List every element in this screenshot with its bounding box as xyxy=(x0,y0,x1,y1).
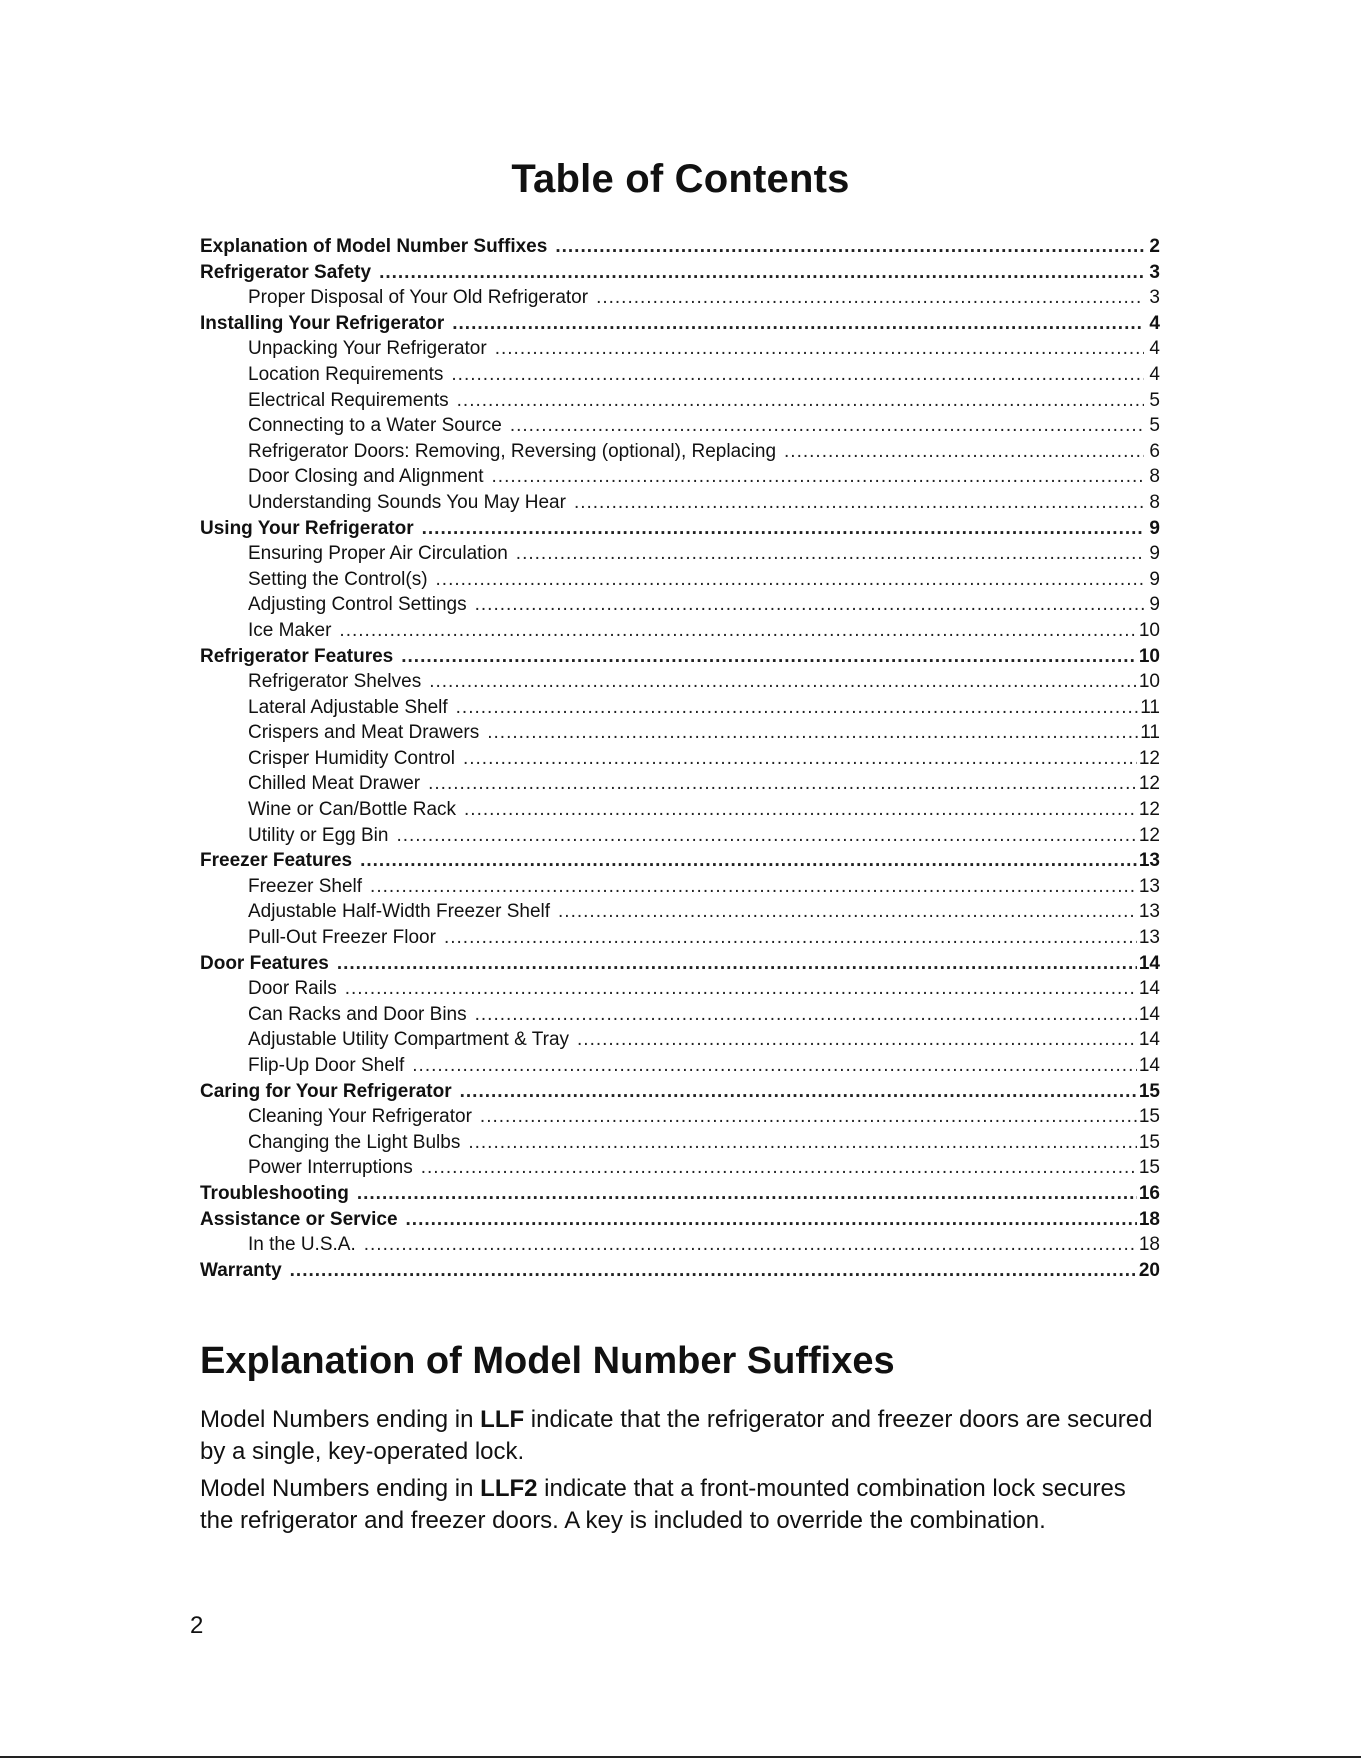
toc-dot-leader xyxy=(480,1104,1137,1130)
toc-entry-label: Ensuring Proper Air Circulation xyxy=(248,543,508,565)
toc-page-number: 13 xyxy=(1138,927,1160,949)
toc-dot-leader xyxy=(370,874,1137,900)
paragraph-text: Model Numbers ending in xyxy=(200,1406,481,1433)
toc-entry-label: Warranty xyxy=(200,1259,282,1281)
toc-page-number: 12 xyxy=(1138,824,1160,846)
toc-page-number: 5 xyxy=(1149,415,1160,437)
table-of-contents xyxy=(200,234,1160,1283)
toc-page-number: 15 xyxy=(1138,1080,1160,1102)
toc-subsection-entry xyxy=(200,669,1160,695)
toc-entry-label: Lateral Adjustable Shelf xyxy=(248,696,448,718)
toc-section-entry xyxy=(200,848,1160,874)
toc-entry-label: Freezer Features xyxy=(200,850,353,872)
toc-page-number: 9 xyxy=(1149,568,1160,590)
toc-entry-label: Wine or Can/Bottle Rack xyxy=(248,799,457,821)
toc-dot-leader xyxy=(468,1130,1137,1156)
toc-dot-leader xyxy=(444,925,1137,951)
toc-dot-leader xyxy=(574,490,1144,516)
toc-dot-leader xyxy=(379,260,1144,286)
toc-section-entry xyxy=(200,234,1160,260)
toc-subsection-entry xyxy=(200,771,1160,797)
toc-dot-leader xyxy=(456,695,1139,721)
paragraph-text: indicate that a front-mounted combination lock secures the refrigerator and freezer doors. A key is included to override the combination. xyxy=(200,1475,1126,1534)
toc-subsection-entry xyxy=(200,618,1160,644)
toc-dot-leader xyxy=(290,1258,1137,1284)
toc-dot-leader xyxy=(429,669,1137,695)
toc-dot-leader xyxy=(337,951,1137,977)
toc-page-number: 12 xyxy=(1138,799,1160,821)
toc-entry-label: Adjustable Utility Compartment & Tray xyxy=(248,1029,570,1051)
toc-page-number: 6 xyxy=(1149,440,1160,462)
toc-page-number: 4 xyxy=(1149,363,1160,385)
toc-dot-leader xyxy=(495,336,1144,362)
toc-subsection-entry xyxy=(200,1104,1160,1130)
toc-entry-label: Refrigerator Features xyxy=(200,645,394,667)
toc-subsection-entry xyxy=(200,797,1160,823)
toc-dot-leader xyxy=(492,464,1144,490)
toc-dot-leader xyxy=(596,285,1144,311)
toc-dot-leader xyxy=(516,541,1144,567)
toc-page-number: 15 xyxy=(1138,1131,1160,1153)
toc-dot-leader xyxy=(364,1232,1137,1258)
toc-entry-label: Location Requirements xyxy=(248,363,444,385)
toc-page-number: 4 xyxy=(1149,312,1160,334)
toc-entry-label: Proper Disposal of Your Old Refrigerator xyxy=(248,287,589,309)
toc-dot-leader xyxy=(451,362,1144,388)
toc-subsection-entry xyxy=(200,1002,1160,1028)
toc-subsection-entry xyxy=(200,925,1160,951)
toc-page-number: 15 xyxy=(1138,1157,1160,1179)
toc-page-number: 12 xyxy=(1138,747,1160,769)
toc-page-number: 14 xyxy=(1138,1055,1160,1076)
toc-page-number: 18 xyxy=(1138,1234,1160,1256)
toc-subsection-entry xyxy=(200,823,1160,849)
toc-entry-label: Caring for Your Refrigerator xyxy=(200,1080,452,1102)
toc-subsection-entry xyxy=(200,413,1160,439)
toc-entry-label: Understanding Sounds You May Hear xyxy=(248,491,566,513)
toc-page-number: 14 xyxy=(1138,952,1160,974)
toc-dot-leader xyxy=(452,311,1144,337)
toc-dot-leader xyxy=(457,388,1144,414)
toc-page-number: 14 xyxy=(1138,1029,1160,1051)
toc-dot-leader xyxy=(460,1079,1137,1105)
toc-dot-leader xyxy=(558,899,1137,925)
toc-entry-label: Installing Your Refrigerator xyxy=(200,312,445,334)
toc-dot-leader xyxy=(784,439,1144,465)
toc-dot-leader xyxy=(357,1181,1137,1207)
toc-entry-label: Electrical Requirements xyxy=(248,389,449,411)
toc-entry-label: Utility or Egg Bin xyxy=(248,824,389,846)
toc-page-number: 14 xyxy=(1138,1003,1160,1025)
toc-subsection-entry xyxy=(200,439,1160,465)
toc-dot-leader xyxy=(510,413,1144,439)
toc-dot-leader xyxy=(577,1027,1137,1053)
toc-subsection-entry xyxy=(200,464,1160,490)
toc-dot-leader xyxy=(339,618,1136,644)
toc-page-number: 10 xyxy=(1138,645,1160,667)
toc-page-number: 18 xyxy=(1138,1208,1160,1230)
toc-entry-label: In the U.S.A. xyxy=(248,1234,356,1256)
page-title: Table of Contents xyxy=(511,157,850,201)
toc-subsection-entry xyxy=(200,1027,1160,1053)
toc-entry-label: Using Your Refrigerator xyxy=(200,517,414,539)
toc-page-number: 14 xyxy=(1138,978,1160,1000)
toc-page-number: 13 xyxy=(1138,850,1160,872)
paragraph-text: indicate that the refrigerator and freezer doors are secured by a single, key-operated lock. xyxy=(200,1406,1153,1465)
toc-page-number: 5 xyxy=(1149,389,1160,411)
toc-entry-label: Freezer Shelf xyxy=(248,875,363,897)
toc-entry-label: Setting the Control(s) xyxy=(248,568,428,590)
toc-entry-label: Crispers and Meat Drawers xyxy=(248,722,480,744)
toc-section-entry xyxy=(200,1258,1160,1284)
toc-subsection-entry xyxy=(200,567,1160,593)
toc-dot-leader xyxy=(463,746,1137,772)
toc-section-entry xyxy=(200,1079,1160,1105)
toc-page-number: 9 xyxy=(1149,594,1160,616)
toc-dot-leader xyxy=(406,1207,1137,1233)
toc-page-number: 20 xyxy=(1138,1259,1160,1281)
toc-entry-label: Connecting to a Water Source xyxy=(248,415,502,437)
toc-entry-label: Refrigerator Doors: Removing, Reversing (optional), Replacing xyxy=(248,440,777,462)
toc-subsection-entry xyxy=(200,336,1160,362)
page-number: 2 xyxy=(190,1612,204,1639)
model-suffix-code: LLF xyxy=(480,1406,525,1433)
toc-subsection-entry xyxy=(200,490,1160,516)
toc-dot-leader xyxy=(421,1155,1137,1181)
toc-page-number: 4 xyxy=(1149,338,1160,360)
toc-subsection-entry xyxy=(200,388,1160,414)
toc-section-entry xyxy=(200,1207,1160,1233)
toc-subsection-entry xyxy=(200,746,1160,772)
toc-page-number: 8 xyxy=(1149,491,1160,513)
suffix-paragraph-llf2 xyxy=(200,1473,1160,1537)
toc-subsection-entry xyxy=(200,695,1160,721)
section-heading: Explanation of Model Number Suffixes xyxy=(200,1340,895,1382)
toc-subsection-entry xyxy=(200,899,1160,925)
toc-entry-label: Refrigerator Shelves xyxy=(248,671,422,693)
suffix-paragraph-llf xyxy=(200,1404,1160,1468)
toc-page-number: 16 xyxy=(1138,1182,1160,1204)
model-suffix-code: LLF2 xyxy=(480,1475,538,1502)
toc-section-entry xyxy=(200,260,1160,286)
toc-dot-leader xyxy=(475,592,1144,618)
toc-entry-label: Refrigerator Safety xyxy=(200,261,372,283)
toc-dot-leader xyxy=(436,567,1144,593)
toc-page-number: 8 xyxy=(1149,466,1160,488)
toc-dot-leader xyxy=(401,644,1137,670)
toc-dot-leader xyxy=(487,720,1138,746)
toc-dot-leader xyxy=(345,976,1137,1002)
toc-subsection-entry xyxy=(200,720,1160,746)
toc-subsection-entry xyxy=(200,1053,1160,1079)
toc-page-number: 15 xyxy=(1138,1106,1160,1128)
toc-subsection-entry xyxy=(200,592,1160,618)
toc-page-number: 12 xyxy=(1138,773,1160,795)
toc-entry-label: Explanation of Model Number Suffixes xyxy=(200,236,548,257)
toc-entry-label: Flip-Up Door Shelf xyxy=(248,1055,405,1076)
toc-subsection-entry xyxy=(200,362,1160,388)
toc-dot-leader xyxy=(360,848,1137,874)
bottom-divider xyxy=(0,1756,1361,1758)
toc-page-number: 3 xyxy=(1149,261,1160,283)
toc-entry-label: Troubleshooting xyxy=(200,1182,349,1204)
toc-page-number: 11 xyxy=(1140,696,1160,718)
toc-section-entry xyxy=(200,951,1160,977)
toc-page-number: 2 xyxy=(1149,236,1160,257)
toc-dot-leader xyxy=(412,1053,1137,1079)
toc-dot-leader xyxy=(396,823,1136,849)
toc-entry-label: Changing the Light Bulbs xyxy=(248,1131,461,1153)
toc-dot-leader xyxy=(475,1002,1137,1028)
toc-page-number: 10 xyxy=(1138,671,1160,693)
toc-section-entry xyxy=(200,1181,1160,1207)
toc-entry-label: Door Features xyxy=(200,952,329,974)
toc-entry-label: Unpacking Your Refrigerator xyxy=(248,338,487,360)
toc-page-number: 13 xyxy=(1138,875,1160,897)
toc-dot-leader xyxy=(422,516,1144,542)
toc-page-number: 9 xyxy=(1149,543,1160,565)
toc-dot-leader xyxy=(555,234,1144,260)
toc-subsection-entry xyxy=(200,1130,1160,1156)
toc-entry-label: Door Closing and Alignment xyxy=(248,466,484,488)
toc-page-number: 3 xyxy=(1149,287,1160,309)
toc-section-entry xyxy=(200,644,1160,670)
toc-page-number: 9 xyxy=(1149,517,1160,539)
toc-entry-label: Cleaning Your Refrigerator xyxy=(248,1106,472,1128)
toc-entry-label: Chilled Meat Drawer xyxy=(248,773,421,795)
toc-subsection-entry xyxy=(200,874,1160,900)
toc-page-number: 10 xyxy=(1138,619,1160,641)
toc-subsection-entry xyxy=(200,976,1160,1002)
toc-section-entry xyxy=(200,516,1160,542)
toc-dot-leader xyxy=(428,771,1137,797)
toc-entry-label: Can Racks and Door Bins xyxy=(248,1003,467,1025)
toc-dot-leader xyxy=(464,797,1137,823)
toc-subsection-entry xyxy=(200,1232,1160,1258)
toc-entry-label: Adjusting Control Settings xyxy=(248,594,467,616)
toc-entry-label: Ice Maker xyxy=(248,619,332,641)
toc-entry-label: Pull-Out Freezer Floor xyxy=(248,927,436,949)
toc-entry-label: Adjustable Half-Width Freezer Shelf xyxy=(248,901,551,923)
toc-subsection-entry xyxy=(200,1155,1160,1181)
toc-page-number: 11 xyxy=(1140,722,1160,744)
toc-page-number: 13 xyxy=(1138,901,1160,923)
toc-entry-label: Door Rails xyxy=(248,978,337,1000)
toc-section-entry xyxy=(200,311,1160,337)
toc-subsection-entry xyxy=(200,285,1160,311)
paragraph-text: Model Numbers ending in xyxy=(200,1475,481,1502)
toc-subsection-entry xyxy=(200,541,1160,567)
toc-entry-label: Assistance or Service xyxy=(200,1208,398,1230)
toc-entry-label: Crisper Humidity Control xyxy=(248,747,455,769)
toc-entry-label: Power Interruptions xyxy=(248,1157,413,1179)
